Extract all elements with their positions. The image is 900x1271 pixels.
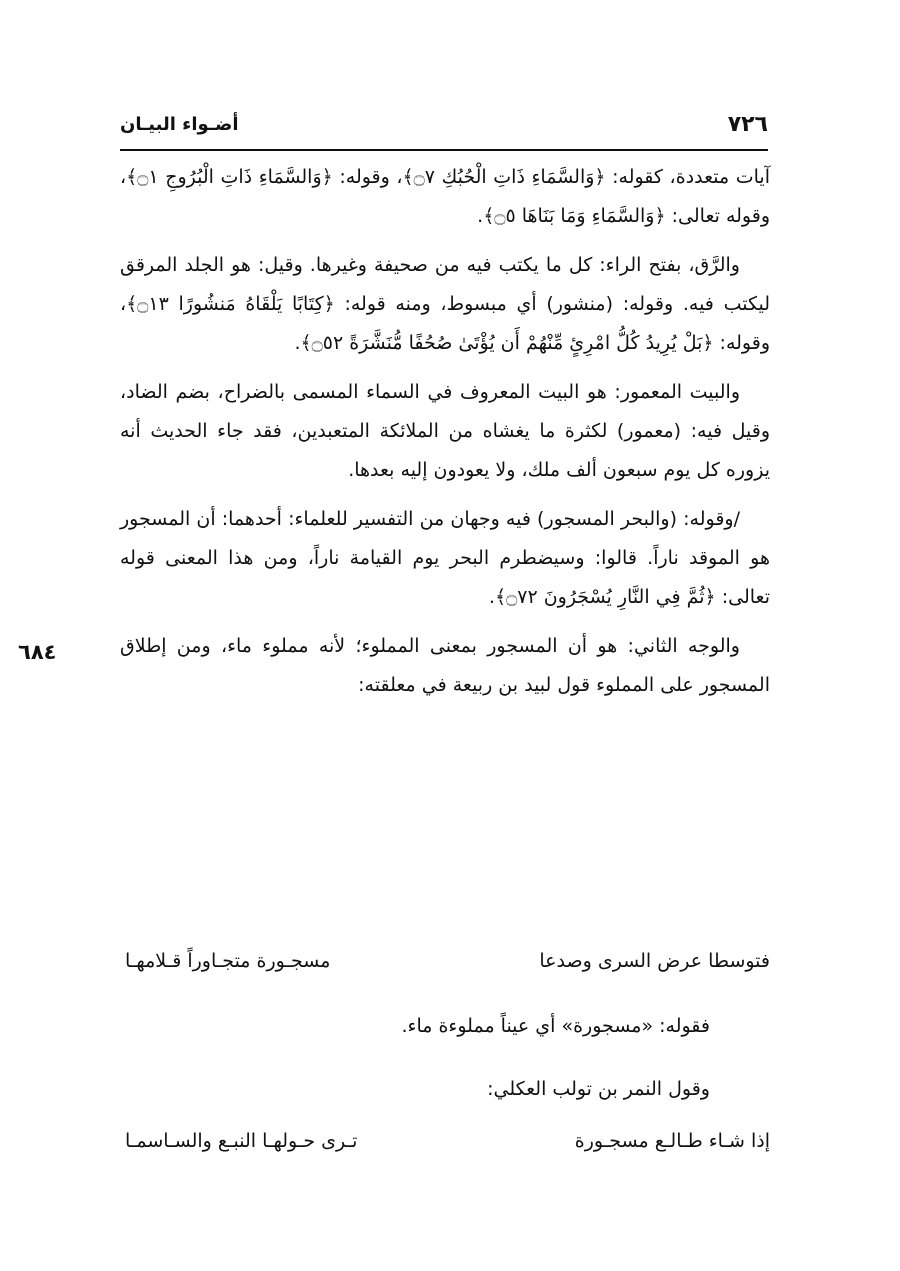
header-rule: [120, 149, 768, 151]
paragraph-raqq: والرَّق، بفتح الراء: كل ما يكتب فيه من صحيفة وغيرها. وقيل: هو الجلد المرقق ليكتب فيه. وقوله: (منشور) أي مبسوط، ومنه قوله: ﴿كِتَابًا يَلْقَاهُ مَنشُورًا ۝١٣﴾، وقوله: ﴿بَلْ يُرِيدُ كُلُّ امْرِئٍ مِّنْهُمْ أَن يُؤْتَىٰ صُحُفًا مُّنَشَّرَةً ۝٥٢﴾.: [120, 254, 770, 354]
page-number: ٧٢٦: [727, 112, 768, 137]
poetry-verse-labid: [125, 950, 770, 990]
verse-second-hemistich: مسجـورة متجـاوراً قـلامهـا: [125, 950, 331, 972]
verse-first-hemistich: فتوسطا عرض السرى وصدعا: [539, 950, 770, 972]
second-poet-intro: وقول النمر بن تولب العكلي:: [487, 1078, 710, 1100]
body-text: [120, 158, 770, 715]
verse-first-hemistich: إذا شـاء طـالـع مسجـورة: [574, 1130, 770, 1152]
paragraph-bahr-masjur: /وقوله: (والبحر المسجور) فيه وجهان من التفسير للعلماء: أحدهما: أن المسجور هو الموقد ناراً. قالوا: وسيضطرم البحر يوم القيامة ناراً، ومن هذا المعنى قوله تعالى: ﴿ثُمَّ فِي النَّارِ يُسْجَرُونَ ۝٧٢﴾.: [120, 508, 770, 608]
paragraph-second-meaning: والوجه الثاني: هو أن المسجور بمعنى المملوء؛ لأنه مملوء ماء، ومن إطلاق المسجور على المملوء قول لبيد بن ربيعة في معلقته:: [120, 635, 770, 696]
verse-second-hemistich: تـرى حـولهـا النبـع والسـاسمـا: [125, 1130, 358, 1152]
poetry-verse-namir: [125, 1130, 770, 1170]
book-title: أضـواء البيـان: [120, 114, 239, 135]
paragraph-verses-sky: آيات متعددة، كقوله: ﴿وَالسَّمَاءِ ذَاتِ الْحُبُكِ ۝٧﴾، وقوله: ﴿وَالسَّمَاءِ ذَاتِ الْبُرُوجِ ۝١﴾، وقوله تعالى: ﴿وَالسَّمَاءِ وَمَا بَنَاهَا ۝٥﴾.: [120, 166, 770, 227]
paragraph-bayt-mamur: والبيت المعمور: هو البيت المعروف في السماء المسمى بالضراح، بضم الضاد، وقيل فيه: (معمور) لكثرة ما يغشاه من الملائكة المتعبدين، فقد جاء الحديث أنه يزوره كل يوم سبعون ألف ملك، ولا يعودون إليه بعدها.: [120, 381, 770, 481]
page-header: [120, 112, 768, 148]
verse-explanation: فقوله: «مسجورة» أي عيناً مملوءة ماء.: [401, 1015, 710, 1037]
margin-page-reference: ٦٨٤: [18, 640, 57, 664]
